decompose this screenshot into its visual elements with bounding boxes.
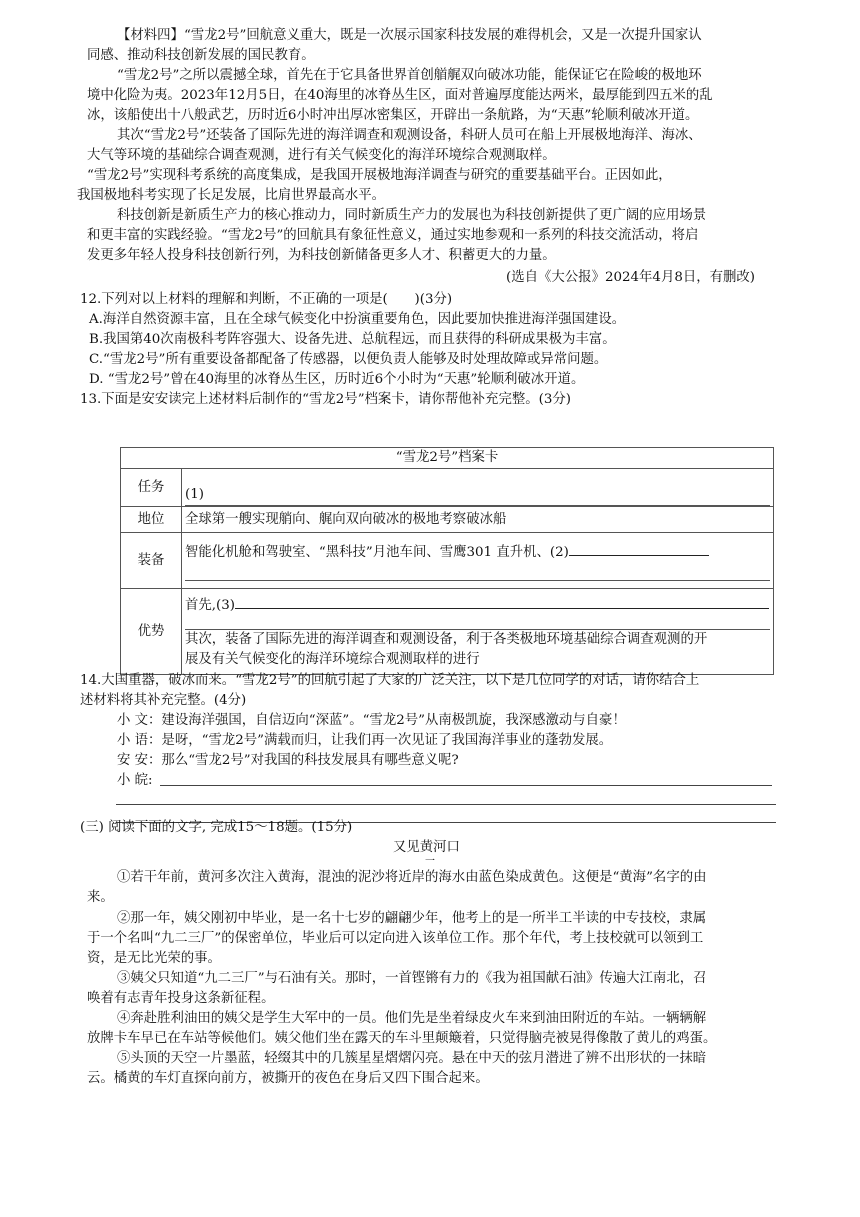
material4-p2-line3: 冰，该船使出十八般武艺，历时近6小时冲出厚冰密集区，开辟出一条航路，为“天惠”轮顺利破冰开道。 [87,108,699,123]
material4-p3-line1: 其次“雪龙2号”还装备了国际先进的海洋调查和观测设备，科研人员可在船上开展极地海洋、海冰、 [117,128,702,143]
card-advantage-cell[interactable] [182,589,774,675]
q14-stem-line2: 述材料将其补充完整。(4分) [80,693,247,708]
card-equipment-blank-line2[interactable] [185,564,770,581]
material4-source: (选自《大公报》2024年4月8日，有删改) [506,270,756,285]
article-p1-line2: 来。 [87,890,114,905]
card-advantage-second-line2: 展及有关气候变化的海洋环境综合观测取样的进行 [185,651,480,667]
card-title: “雪龙2号”档案卡 [121,448,774,469]
card-equipment-value: 智能化机舱和驾驶室、“黑科技”月池车间、雪鹰301 直升机、(2) [185,544,569,560]
material4-p5-line3: 发更多年轻人投身科技创新行列，为科技创新储备更多人才、积蓄更大的力量。 [87,248,556,263]
q14-dialogue-anan: 安 安：那么“雪龙2号”对我国的科技发展具有哪些意义呢? [117,753,459,768]
card-label-position: 地位 [121,507,182,533]
q13-stem: 13.下面是安安读完上述材料后制作的“雪龙2号”档案卡，请你帮他补充完整。(3分) [80,392,571,407]
card-label-equipment: 装备 [121,533,182,589]
article-title: 又见黄河口 [393,840,460,855]
material4-p2-line1: “雪龙2号”之所以震撼全球，首先在于它具备世界首创艏艉双向破冰功能，能保证它在险峻的极地环 [117,68,702,83]
article-p1-line1: ①若干年前，黄河多次注入黄海，混浊的泥沙将近岸的海水由蓝色染成黄色。这便是“黄海”名字的由 [117,870,707,885]
section3-heading: (三) 阅读下面的文字, 完成15～18题。(15分) [80,820,353,835]
article-p2-line3: 资，是无比光荣的事。 [87,951,221,966]
article-p4-line2: 放牌卡车早已在车站等候他们。姨父他们坐在露天的车斗里颠簸着，只觉得脑壳被晃得像散了黄儿的鸡蛋。 [87,1031,717,1046]
article-p3-line1: ③姨父只知道“九二三厂”与石油有关。那时，一首铿锵有力的《我为祖国献石油》传遍大江南北，召 [117,971,707,986]
card-advantage-second-line1: 其次，装备了国际先进的海洋调查和观测设备，利于各类极地环境基础综合调查观测的开 [185,631,708,647]
archive-card-table [120,447,774,675]
card-task-cell[interactable] [182,469,774,507]
article-p5-line2: 云。橘黄的车灯直探向前方，被撕开的夜色在身后又四下围合起来。 [87,1071,489,1086]
q14-answer-line1[interactable] [160,785,772,786]
card-advantage-blank[interactable] [235,594,769,609]
material4-p2-line2: 境中化险为夷。2023年12月5日，在40海里的冰脊丛生区，面对普遍厚度能达两米，最厚能到四五米的乱 [87,88,713,103]
q12-option-a[interactable]: A.海洋自然资源丰富，且在全球气候变化中扮演重要角色，因此要加快推进海洋强国建设。 [89,312,626,327]
material4-p5-line2: 和更丰富的实践经验。“雪龙2号”的回航具有象征性意义，通过实地参观和一系列的科技交流活动，将启 [87,228,699,243]
card-task-answer-blank[interactable]: (1) [185,485,770,506]
card-equipment-cell[interactable] [182,533,774,589]
q12-option-d[interactable]: D. “雪龙2号”曾在40海里的冰脊丛生区，历时近6个小时为“天惠”轮顺利破冰开道。 [89,372,585,387]
material4-p1-line2: 同感、推动科技创新发展的国民教育。 [87,48,315,63]
card-label-task: 任务 [121,469,182,507]
article-p5-line1: ⑤头顶的天空一片墨蓝，轻缀其中的几簇星星熠熠闪亮。悬在中天的弦月潜进了辨不出形状的一抹暗 [117,1051,707,1066]
q14-dialogue-xiaowen: 小 文：建设海洋强国，自信迈向“深蓝”。“雪龙2号”从南极凯旋，我深感激动与自豪！ [117,713,626,728]
article-p3-line2: 唤着有志青年投身这条新征程。 [87,991,275,1006]
card-label-advantage: 优势 [121,589,182,675]
material4-p3-line2: 大气等环境的基础综合调查观测，进行有关气候变化的海洋环境综合观测取样。 [87,148,556,163]
q12-stem: 12.下列对以上材料的理解和判断，不正确的一项是( )(3分) [80,292,453,307]
q14-stem-line1: 14.大国重器，破冰而来。“雪龙2号”的回航引起了大家的广泛关注，以下是几位同学的对话，请你结合上 [80,673,700,688]
material4-p1-line1: 【材料四】“雪龙2号”回航意义重大，既是一次展示国家科技发展的难得机会，又是一次提升国家认 [117,28,702,43]
q14-dialogue-xiaoyu: 小 语：是呀，“雪龙2号”满载而归，让我们再一次见证了我国海洋事业的蓬勃发展。 [117,733,613,748]
material4-p4-line1: “雪龙2号”实现科考系统的高度集成，是我国开展极地海洋调查与研究的重要基础平台。正因如此， [87,168,672,183]
article-p4-line1: ④奔赴胜利油田的姨父是学生大军中的一员。他们先是坐着绿皮火车来到油田附近的车站。一辆辆解 [117,1011,707,1026]
card-equipment-blank[interactable] [569,541,709,556]
q14-dialogue-xiaowan: 小 皖: [117,773,153,788]
article-part-marker: 一 [425,856,435,867]
material4-p4-line2: 我国极地科考实现了长足发展，比肩世界最高水平。 [77,188,385,203]
card-advantage-rule [185,617,770,630]
card-advantage-first: 首先,(3) [185,597,236,613]
q12-option-b[interactable]: B.我国第40次南极科考阵容强大、设备先进、总航程远，而且获得的科研成果极为丰富。 [89,332,616,347]
q12-option-c[interactable]: C.“雪龙2号”所有重要设备都配备了传感器，以便负责人能够及时处理故障或异常问题。 [89,352,608,367]
article-p2-line2: 于一个名叫“九二三厂”的保密单位，毕业后可以定向进入该单位工作。那个年代，考上技校就可以领到工 [87,931,704,946]
article-p2-line1: ②那一年，姨父刚初中毕业，是一名十七岁的翩翩少年，他考上的是一所半工半读的中专技校，隶属 [117,911,707,926]
material4-p5-line1: 科技创新是新质生产力的核心推动力，同时新质生产力的发展也为科技创新提供了更广阔的应用场景 [117,208,707,223]
card-position-value: 全球第一艘实现艄向、艉向双向破冰的极地考察破冰船 [182,507,774,533]
q14-answer-line2[interactable] [116,804,776,805]
